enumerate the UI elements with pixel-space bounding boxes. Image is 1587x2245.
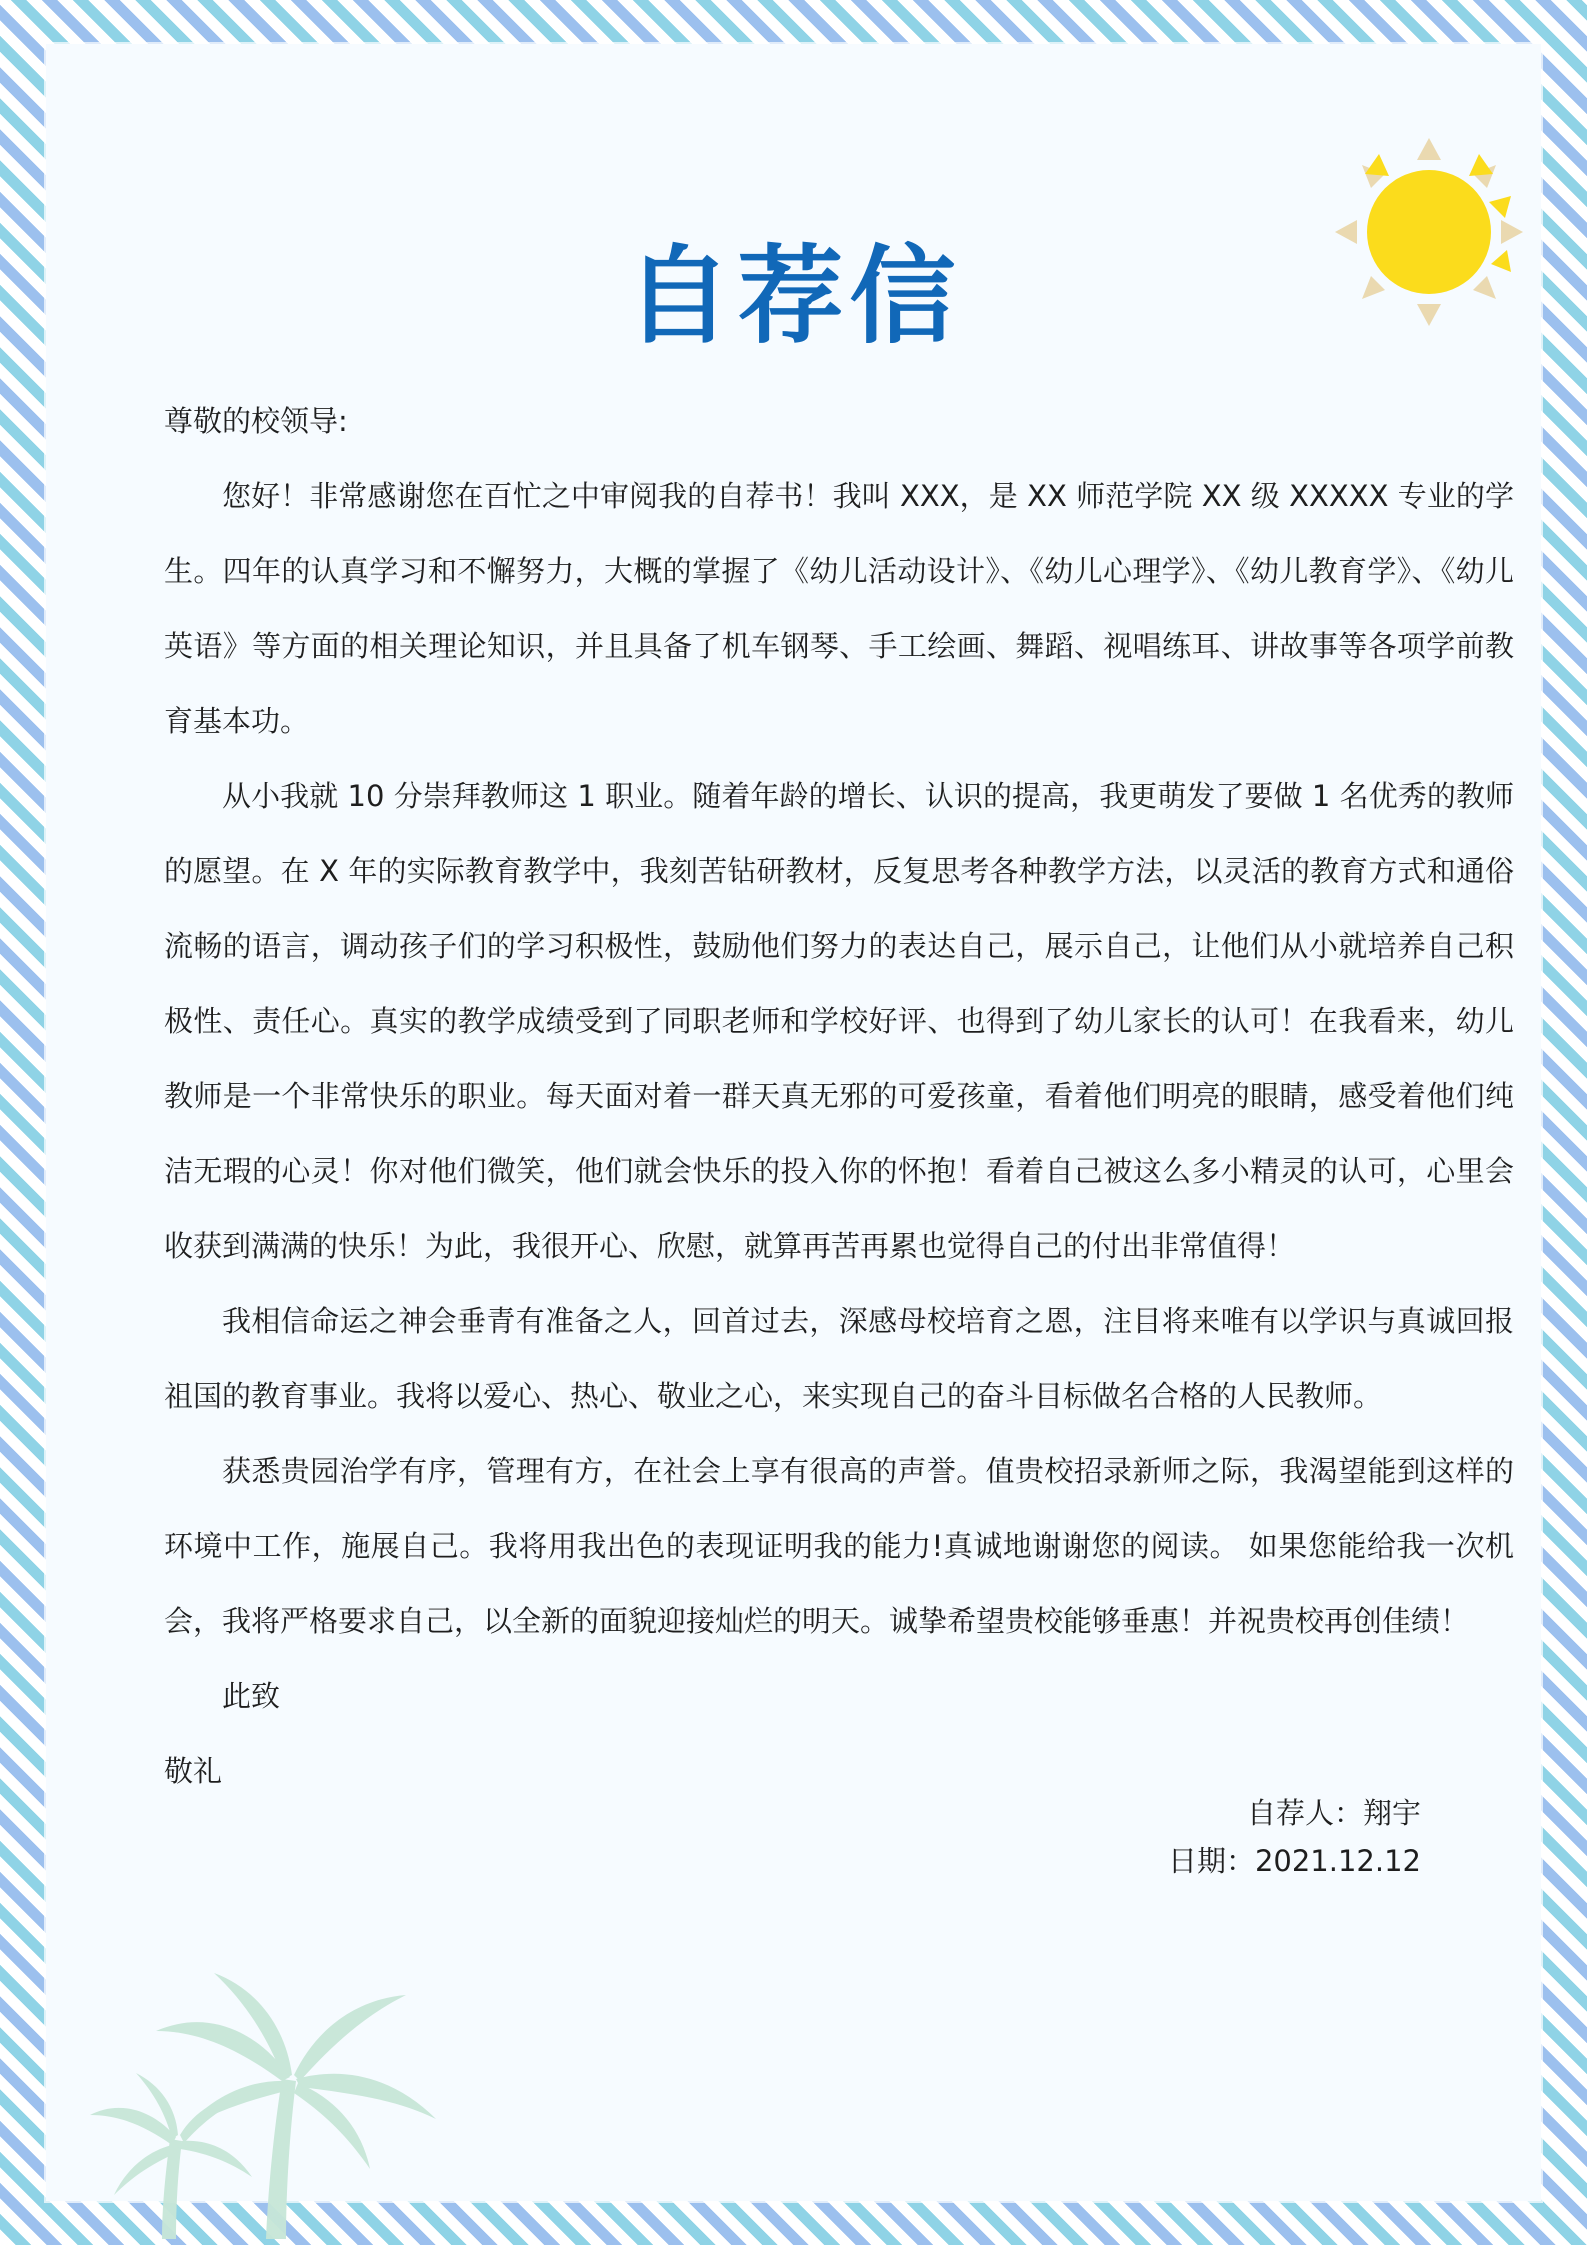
palm-tree-icon [86,1969,466,2239]
paragraph-4: 获悉贵园治学有序，管理有方，在社会上享有很高的声誉。值贵校招录新师之际，我渴望能到这样的环境中工作，施展自己。我将用我出色的表现证明我的能力!真诚地谢谢您的阅读。 如果您能给我一次机会，我将严格要求自己，以全新的面貌迎接灿烂的明天。诚挚希望贵校能够垂惠！并祝贵校再创佳绩！ [164,1454,1514,1638]
closing-line-1: 此致 [222,1679,281,1713]
paragraph-2: 从小我就 10 分崇拜教师这 1 职业。随着年龄的增长、认识的提高，我更萌发了要做 1 名优秀的教师的愿望。在 X 年的实际教育教学中，我刻苦钻研教材，反复思考各种教学方法，以灵活的教育方式和通俗流畅的语言，调动孩子们的学习积极性，鼓励他们努力的表达自己，展示自己，让他们从小就培养自己积极性、责任心。真实的教学成绩受到了同职老师和学校好评、也得到了幼儿家长的认可！在我看来，幼儿教师是一个非常快乐的职业。每天面对着一群天真无邪的可爱孩童，看着他们明亮的眼睛，感受着他们纯洁无瑕的心灵！你对他们微笑，他们就会快乐的投入你的怀抱！看着自己被这么多小精灵的认可，心里会收获到满满的快乐！为此，我很开心、欣慰，就算再苦再累也觉得自己的付出非常值得！ [164,779,1514,1263]
paragraph-1: 您好！非常感谢您在百忙之中审阅我的自荐书！我叫 XXX，是 XX 师范学院 XX 级 XXXXX 专业的学生。四年的认真学习和不懈努力，大概的掌握了《幼儿活动设计》、《幼儿心理学》、《幼儿教育学》、《幼儿英语》等方面的相关理论知识，并且具备了机车钢琴、手工绘画、舞蹈、视唱练耳、讲故事等各项学前教育基本功。 [164,479,1514,738]
page-title: 自荐信 [625,235,962,358]
letter-body [164,384,1514,1809]
salutation: 尊敬的校领导: [164,404,348,438]
signature-block [1168,1789,1421,1885]
signature: 自荐人：翔宇 [1246,1796,1421,1830]
date: 日期：2021.12.12 [1167,1844,1421,1878]
closing-line-2: 敬礼 [164,1754,223,1788]
paragraph-3: 我相信命运之神会垂青有准备之人，回首过去，深感母校培育之恩，注目将来唯有以学识与真诚回报祖国的教育事业。我将以爱心、热心、敬业之心，来实现自己的奋斗目标做名合格的人民教师。 [164,1304,1514,1413]
letter-paper [46,44,1541,2201]
